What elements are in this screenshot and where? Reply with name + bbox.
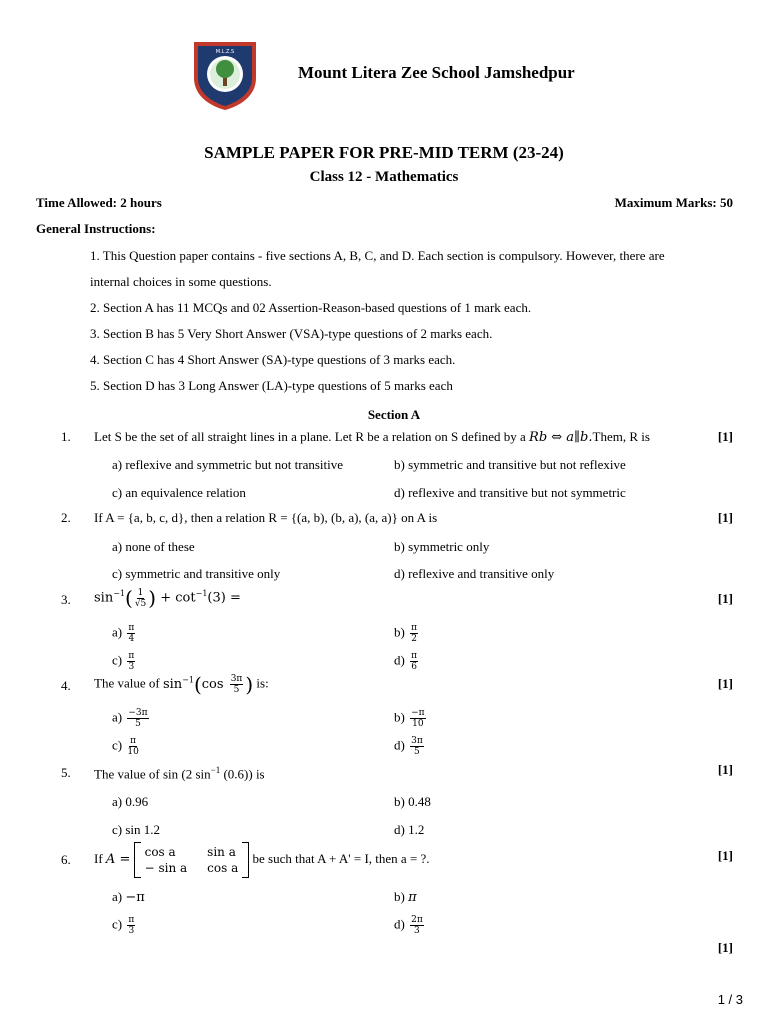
option-d: d) reflexive and transitive but not symmetric <box>394 485 626 500</box>
question-marks: [1] <box>717 676 733 691</box>
question-text: The value of sin (2 $\sin^{-1} (0.6)$) is <box>94 765 265 782</box>
question-number: 2. <box>61 510 71 525</box>
question-marks: [1] <box>717 940 733 955</box>
question-marks: [1] <box>717 429 733 444</box>
instruction-4: 4. Section C has 4 Short Answer (SA)-type questions of 3 marks each. <box>90 352 456 367</box>
option-c: c) $\frac{\pi}{10}$ <box>112 736 139 757</box>
question-number: 1. <box>61 429 71 444</box>
option-d: d) $\frac{\pi}{6}$ <box>394 651 418 672</box>
question-expression: $\sin^{-1}$( $\frac{1}{√5}$ ) + $\cot^{-1}(3)$ = <box>94 586 241 610</box>
option-b: b) symmetric and transitive but not reflexive <box>394 457 626 472</box>
question-number: 6. <box>61 852 71 867</box>
option-b: b) $\frac{\pi}{2}$ <box>394 623 418 644</box>
option-b: b) symmetric only <box>394 539 490 554</box>
question-number: 5. <box>61 765 71 780</box>
page-number: 1 / 3 <box>717 992 743 1007</box>
instructions-heading: General Instructions: <box>36 221 156 236</box>
option-a: a) $\frac{-3\pi}{5}$ <box>112 708 148 729</box>
option-a: a) 0.96 <box>112 794 149 809</box>
paper-title: SAMPLE PAPER FOR PRE-MID TERM (23-24) <box>204 143 564 162</box>
option-c: c) symmetric and transitive only <box>112 566 281 581</box>
relation-expression: Rb ⇔ a∥b. <box>529 430 593 445</box>
question-text: If A = {a, b, c, d}, then a relation R = {(a, b), (b, a), (a, a)} on A is <box>94 510 438 525</box>
option-b: b) $\frac{-\pi}{10}$ <box>394 708 425 729</box>
option-a: a) $\frac{\pi}{4}$ <box>112 623 135 644</box>
maximum-marks: Maximum Marks: 50 <box>614 195 733 210</box>
question-number: 4. <box>61 678 71 693</box>
school-logo <box>190 38 260 112</box>
question-text: If A = cos a sin a − sin a cos a be such that A + A' = I, then a = ?. <box>94 842 430 878</box>
question-marks: [1] <box>717 510 733 525</box>
option-d: d) reflexive and transitive only <box>394 566 555 581</box>
option-b: b) 0.48 <box>394 794 431 809</box>
option-a: a) −π <box>112 889 145 905</box>
option-b: b) π <box>394 889 417 905</box>
question-number: 3. <box>61 592 71 607</box>
instruction-5: 5. Section D has 3 Long Answer (LA)-type questions of 5 marks each <box>90 378 453 393</box>
svg-text:M.L.Z.S: M.L.Z.S <box>215 49 235 55</box>
instruction-3: 3. Section B has 5 Very Short Answer (VSA)-type questions of 2 marks each. <box>90 326 493 341</box>
option-c: c) an equivalence relation <box>112 485 246 500</box>
question-marks: [1] <box>717 591 733 606</box>
option-d: d) 1.2 <box>394 822 425 837</box>
option-a: a) none of these <box>112 539 195 554</box>
time-allowed: Time Allowed: 2 hours <box>36 195 162 210</box>
option-c: c) $\frac{\pi}{3}$ <box>112 915 135 936</box>
school-name: Mount Litera Zee School Jamshedpur <box>298 63 575 82</box>
option-c: c) $\frac{\pi}{3}$ <box>112 651 135 672</box>
paper-subtitle: Class 12 - Mathematics <box>309 169 459 185</box>
question-marks: [1] <box>717 762 733 777</box>
option-c: c) sin 1.2 <box>112 822 161 837</box>
option-d: d) $\frac{2\pi}{3}$ <box>394 915 423 936</box>
instruction-2: 2. Section A has 11 MCQs and 02 Assertion-Reason-based questions of 1 mark each. <box>90 300 532 315</box>
option-d: d) $\frac{3\pi}{5}$ <box>394 736 423 757</box>
question-marks: [1] <box>717 848 733 863</box>
section-heading: Section A <box>367 407 421 422</box>
question-text: Let S be the set of all straight lines in a plane. Let R be a relation on S defined by a Rb ⇔ a∥b.Them, R is <box>94 429 650 445</box>
matrix: cos a sin a − sin a cos a <box>134 842 250 878</box>
option-a: a) reflexive and symmetric but not transitive <box>112 457 344 472</box>
instruction-1: 1. This Question paper contains - five sections A, B, C, and D. Each section is compulsory. However, there are internal choices in some questions. <box>90 248 665 289</box>
question-text: The value of $\sin^{-1}(\cos$ $\frac{3\pi}{5}$ ) is: <box>94 672 269 696</box>
